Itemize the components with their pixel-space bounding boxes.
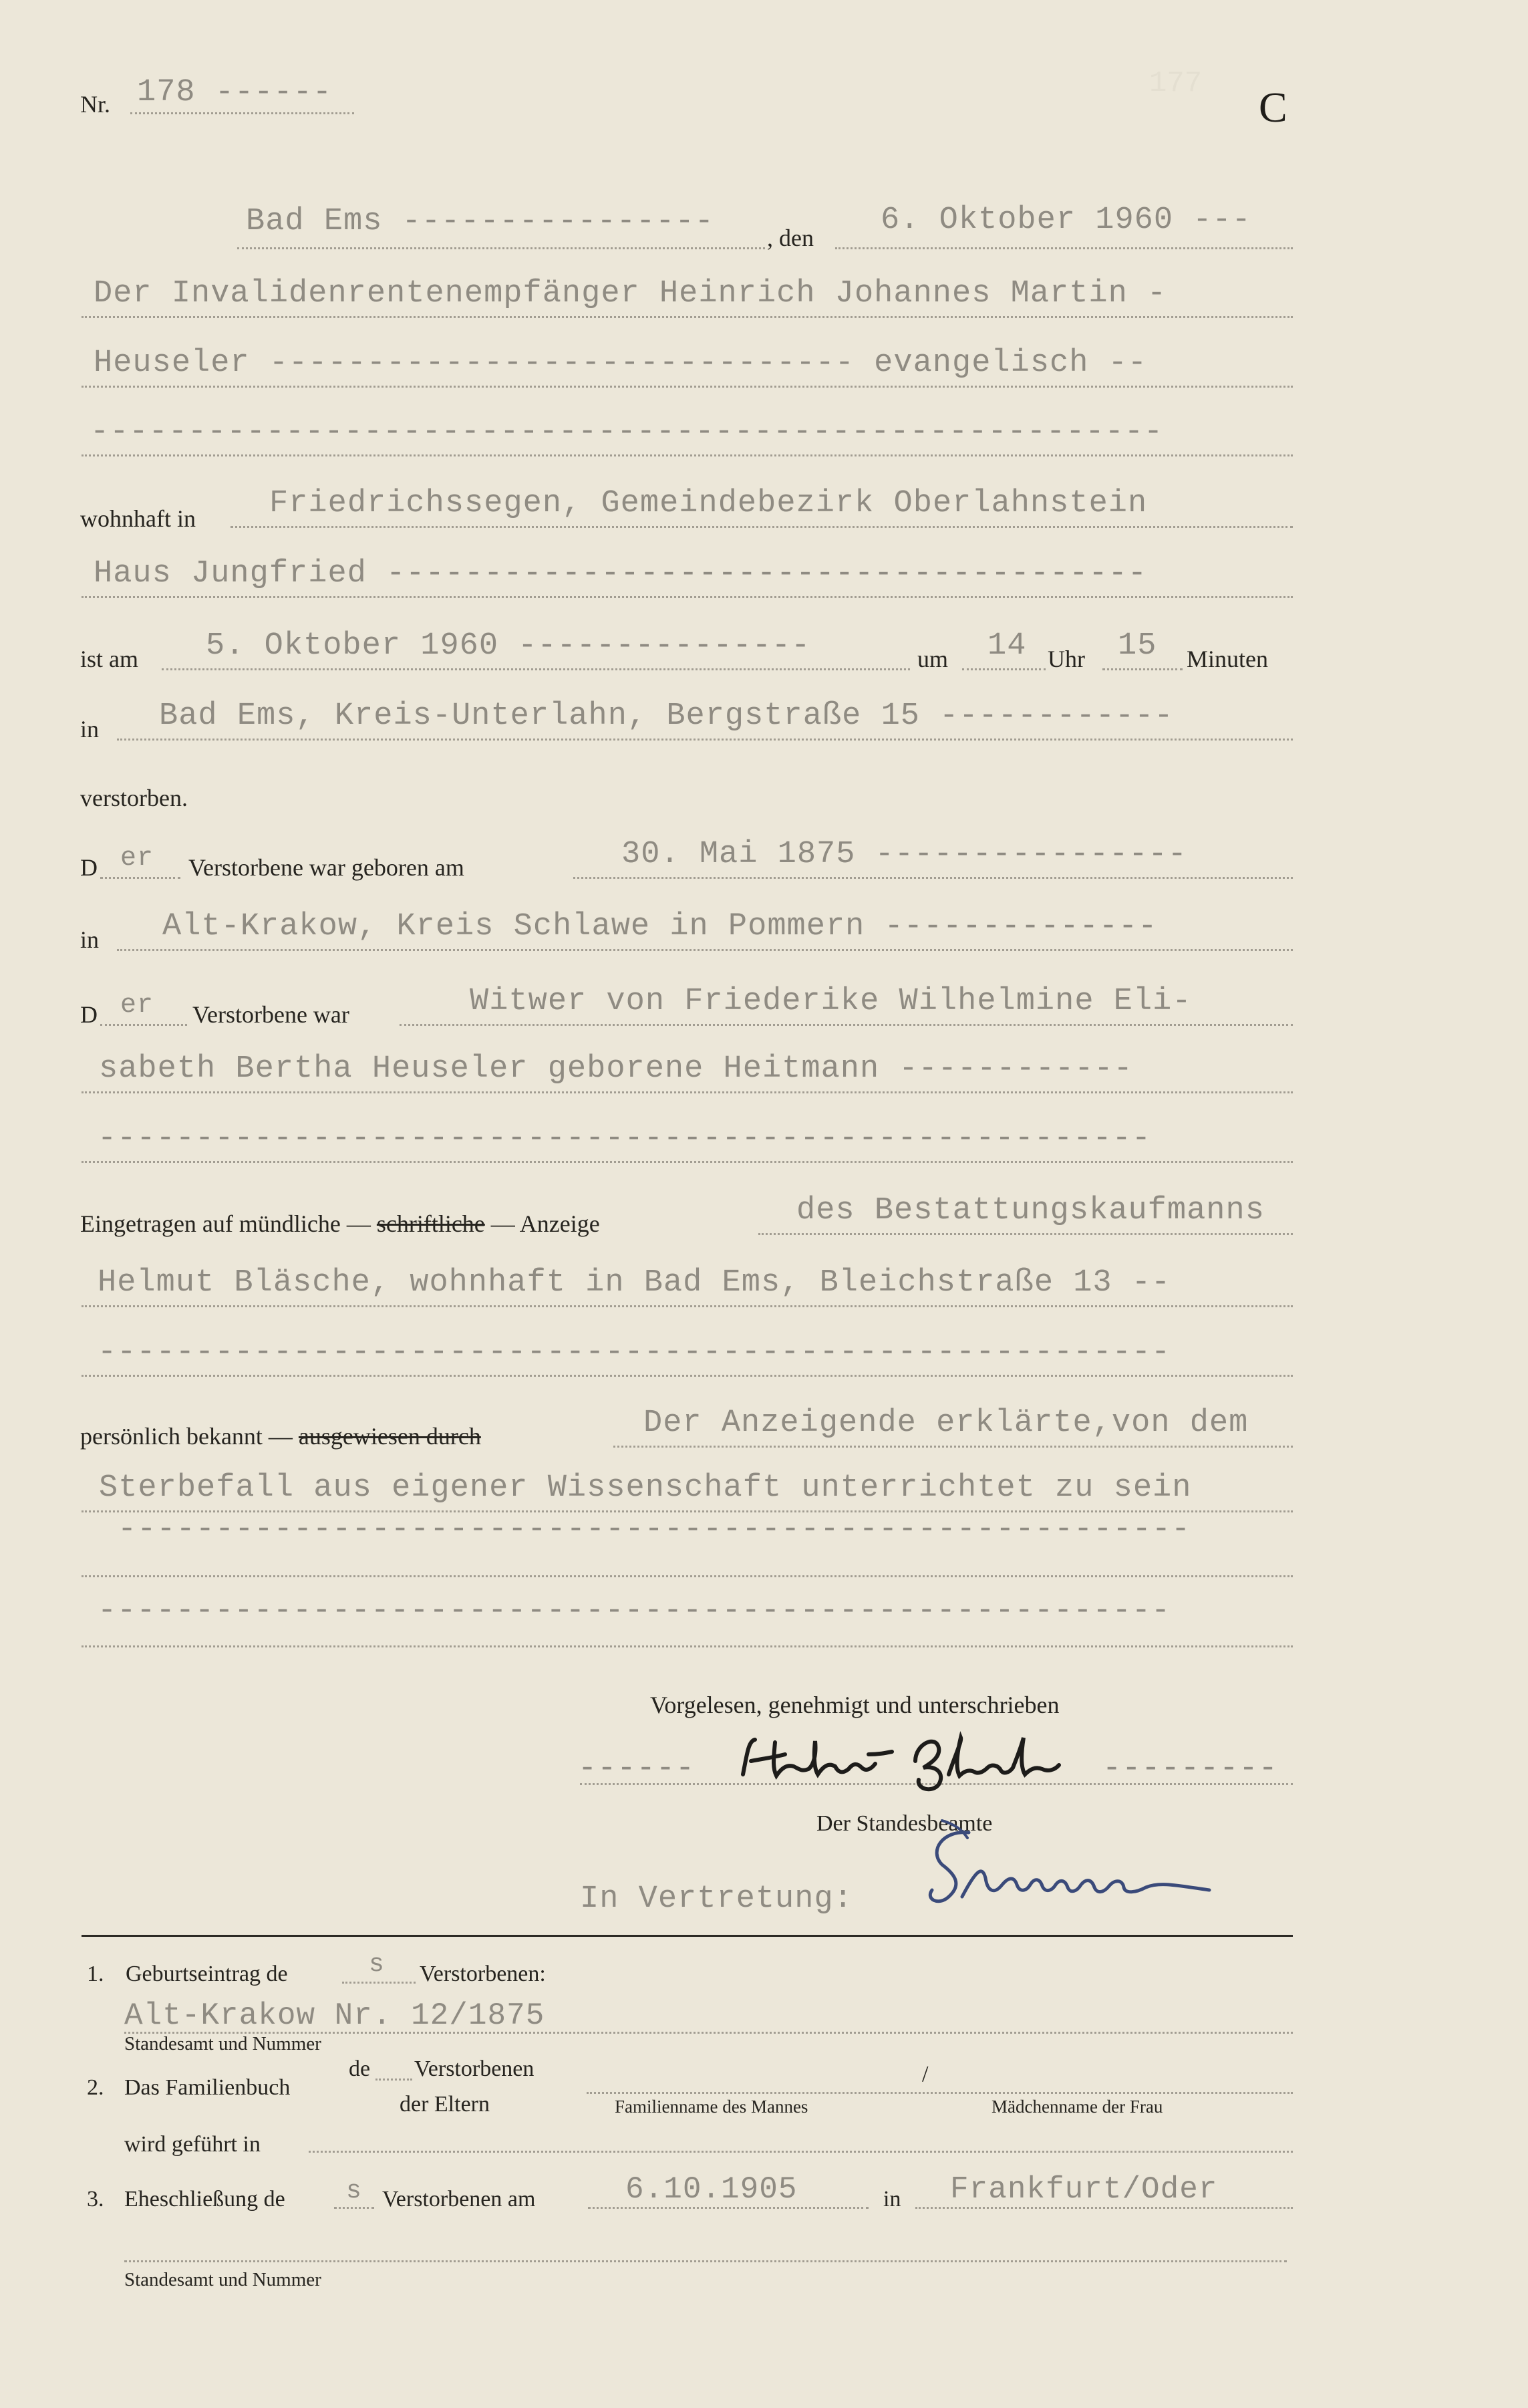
deceased-line-1: Der Invalidenrentenempfänger Heinrich Johannes Martin - <box>94 276 1167 311</box>
form-letter: C <box>1259 84 1287 131</box>
rule-4 <box>231 526 1293 528</box>
place-line <box>237 247 765 249</box>
marital-article: er <box>120 990 154 1021</box>
death-hour: 14 <box>987 628 1027 664</box>
identity-label <box>80 1422 481 1450</box>
birth-article-line <box>100 877 180 879</box>
death-in-label: in <box>80 716 100 743</box>
rule-13 <box>758 1233 1293 1235</box>
minute-line <box>1102 668 1183 670</box>
birth-in-label: in <box>80 926 100 953</box>
identity-label-prefix: persönlich bekannt — <box>80 1423 293 1450</box>
item3-tail: Verstorbenen am <box>382 2187 536 2212</box>
registration-label-prefix: Eingetragen auf mündliche — <box>80 1210 371 1237</box>
rule-12 <box>82 1161 1293 1163</box>
item3-sub-label: Standesamt und Nummer <box>124 2269 321 2290</box>
item3-number: 3. <box>87 2187 104 2212</box>
item2-wird-line <box>309 2151 1293 2153</box>
deceased-line-3: ------------------------------------------------------- <box>90 414 1164 450</box>
registration-label <box>80 1210 600 1238</box>
rule-14 <box>82 1305 1293 1307</box>
rule-10 <box>400 1024 1293 1026</box>
rule-15 <box>82 1375 1293 1377</box>
item2-de-line <box>375 2079 412 2081</box>
residence-line-1: Friedrichssegen, Gemeindebezirk Oberlahnstein <box>269 486 1148 521</box>
item2-eltern: der Eltern <box>400 2092 490 2117</box>
minuten-label: Minuten <box>1187 646 1268 672</box>
item2-label: Das Familienbuch <box>124 2075 291 2100</box>
rule-16 <box>613 1446 1293 1448</box>
item2-line <box>587 2092 1293 2094</box>
residence-line-2: Haus Jungfried --------------------------------------- <box>94 556 1148 591</box>
nr-line <box>130 112 354 114</box>
rule-18 <box>82 1575 1293 1577</box>
birth-article: er <box>120 843 154 874</box>
nr-value: 178 ------ <box>137 75 333 110</box>
item2-verstorbenen: Verstorbenen <box>414 2056 534 2081</box>
rule-8 <box>573 877 1293 879</box>
registration-line-3: ------------------------------------------------------- <box>98 1335 1171 1370</box>
verstorben-label: verstorben. <box>80 785 188 811</box>
item3-place-line <box>915 2207 1293 2209</box>
rule-6 <box>162 668 910 670</box>
item3-in: in <box>883 2187 901 2212</box>
rule-19 <box>82 1645 1293 1647</box>
identity-label-struck: ausgewiesen durch <box>298 1423 481 1450</box>
birth-geboren-label: Verstorbene war geboren am <box>188 854 464 881</box>
marital-line-2: sabeth Bertha Heuseler geborene Heitmann ------------ <box>99 1051 1133 1087</box>
registrar-label: Der Standesbeamte <box>816 1811 993 1836</box>
registration-label-struck: schriftliche <box>376 1210 485 1237</box>
death-minute: 15 <box>1118 628 1157 664</box>
rule-2 <box>82 386 1293 388</box>
read-approved-label: Vorgelesen, genehmigt und unterschrieben <box>650 1692 1060 1718</box>
identity-line-3: ------------------------------------------------------- <box>118 1512 1191 1547</box>
item2-wife-label: Mädchenname der Frau <box>991 2097 1163 2117</box>
item2-de: de <box>349 2056 371 2081</box>
hour-line <box>962 668 1046 670</box>
identity-line-2: Sterbefall aus eigener Wissenschaft unterrichtet zu sein <box>99 1470 1192 1506</box>
item3-label: Eheschließung de <box>124 2187 285 2212</box>
identity-line-1: Der Anzeigende erklärte,von dem <box>643 1406 1249 1441</box>
rule-11 <box>82 1091 1293 1093</box>
marital-article-line <box>100 1024 187 1026</box>
bleed-through-text: 177 <box>1149 67 1203 100</box>
rule-7 <box>117 739 1293 741</box>
identity-line-4: ------------------------------------------------------- <box>98 1593 1171 1629</box>
nr-label: Nr. <box>80 91 110 118</box>
item1-suffix: s <box>369 1950 385 1979</box>
item2-slash: / <box>922 2062 929 2087</box>
item2-husband-label: Familienname des Mannes <box>615 2097 808 2117</box>
ist-am-label: ist am <box>80 646 138 672</box>
marital-line-3: ------------------------------------------------------ <box>98 1121 1152 1156</box>
item1-suffix-line <box>342 1982 416 1984</box>
item3-suffix: s <box>346 2177 362 2205</box>
date: 6. Oktober 1960 --- <box>881 203 1251 238</box>
marital-line-1: Witwer von Friederike Wilhelmine Eli- <box>470 984 1192 1019</box>
item2-number: 2. <box>87 2075 104 2100</box>
item3-date-line <box>588 2207 869 2209</box>
rule-3 <box>82 454 1293 456</box>
item1-number: 1. <box>87 1962 104 1986</box>
rule-5 <box>82 596 1293 598</box>
item1-sub-label: Standesamt und Nummer <box>124 2033 321 2054</box>
birth-date: 30. Mai 1875 ---------------- <box>621 837 1187 872</box>
birth-place: Alt-Krakow, Kreis Schlawe in Pommern -------------- <box>162 909 1158 944</box>
birth-d-label: D <box>80 854 98 881</box>
marital-d-label: D <box>80 1001 98 1028</box>
uhr-label: Uhr <box>1048 646 1085 672</box>
residence-label: wohnhaft in <box>80 505 196 532</box>
death-place: Bad Ems, Kreis-Unterlahn, Bergstraße 15 ------------ <box>159 698 1174 734</box>
deceased-line-2: Heuseler ------------------------------ evangelisch -- <box>94 346 1148 381</box>
item3-registry-line <box>124 2260 1287 2262</box>
death-date: 5. Oktober 1960 --------------- <box>206 628 811 664</box>
den-label: , den <box>767 225 814 251</box>
item3-place: Frankfurt/Oder <box>950 2172 1218 2207</box>
registration-line-1: des Bestattungskaufmanns <box>796 1193 1265 1228</box>
deputy-label: In Vertretung: <box>580 1881 853 1917</box>
informant-signature <box>735 1728 1082 1804</box>
item1-tail: Verstorbenen: <box>420 1962 546 1986</box>
registrar-signature <box>915 1818 1229 1921</box>
item1-label: Geburtseintrag de <box>126 1962 288 1986</box>
item3-suffix-line <box>334 2207 374 2209</box>
um-label: um <box>917 646 949 672</box>
item3-date: 6.10.1905 <box>625 2172 798 2207</box>
marital-label: Verstorbene war <box>192 1001 349 1028</box>
rule-9 <box>117 949 1293 951</box>
item1-value: Alt-Krakow Nr. 12/1875 <box>124 1998 545 2033</box>
item2-wird-label: wird geführt in <box>124 2132 261 2157</box>
signature-dash-left: ------ <box>578 1751 696 1786</box>
section-divider <box>82 1935 1293 1937</box>
place: Bad Ems ---------------- <box>246 204 714 239</box>
registration-label-suffix: — Anzeige <box>490 1210 600 1237</box>
date-line <box>835 247 1293 249</box>
rule-1 <box>82 316 1293 318</box>
registration-line-2: Helmut Bläsche, wohnhaft in Bad Ems, Bleichstraße 13 -- <box>98 1265 1171 1301</box>
signature-dash-right: --------- <box>1102 1751 1278 1786</box>
